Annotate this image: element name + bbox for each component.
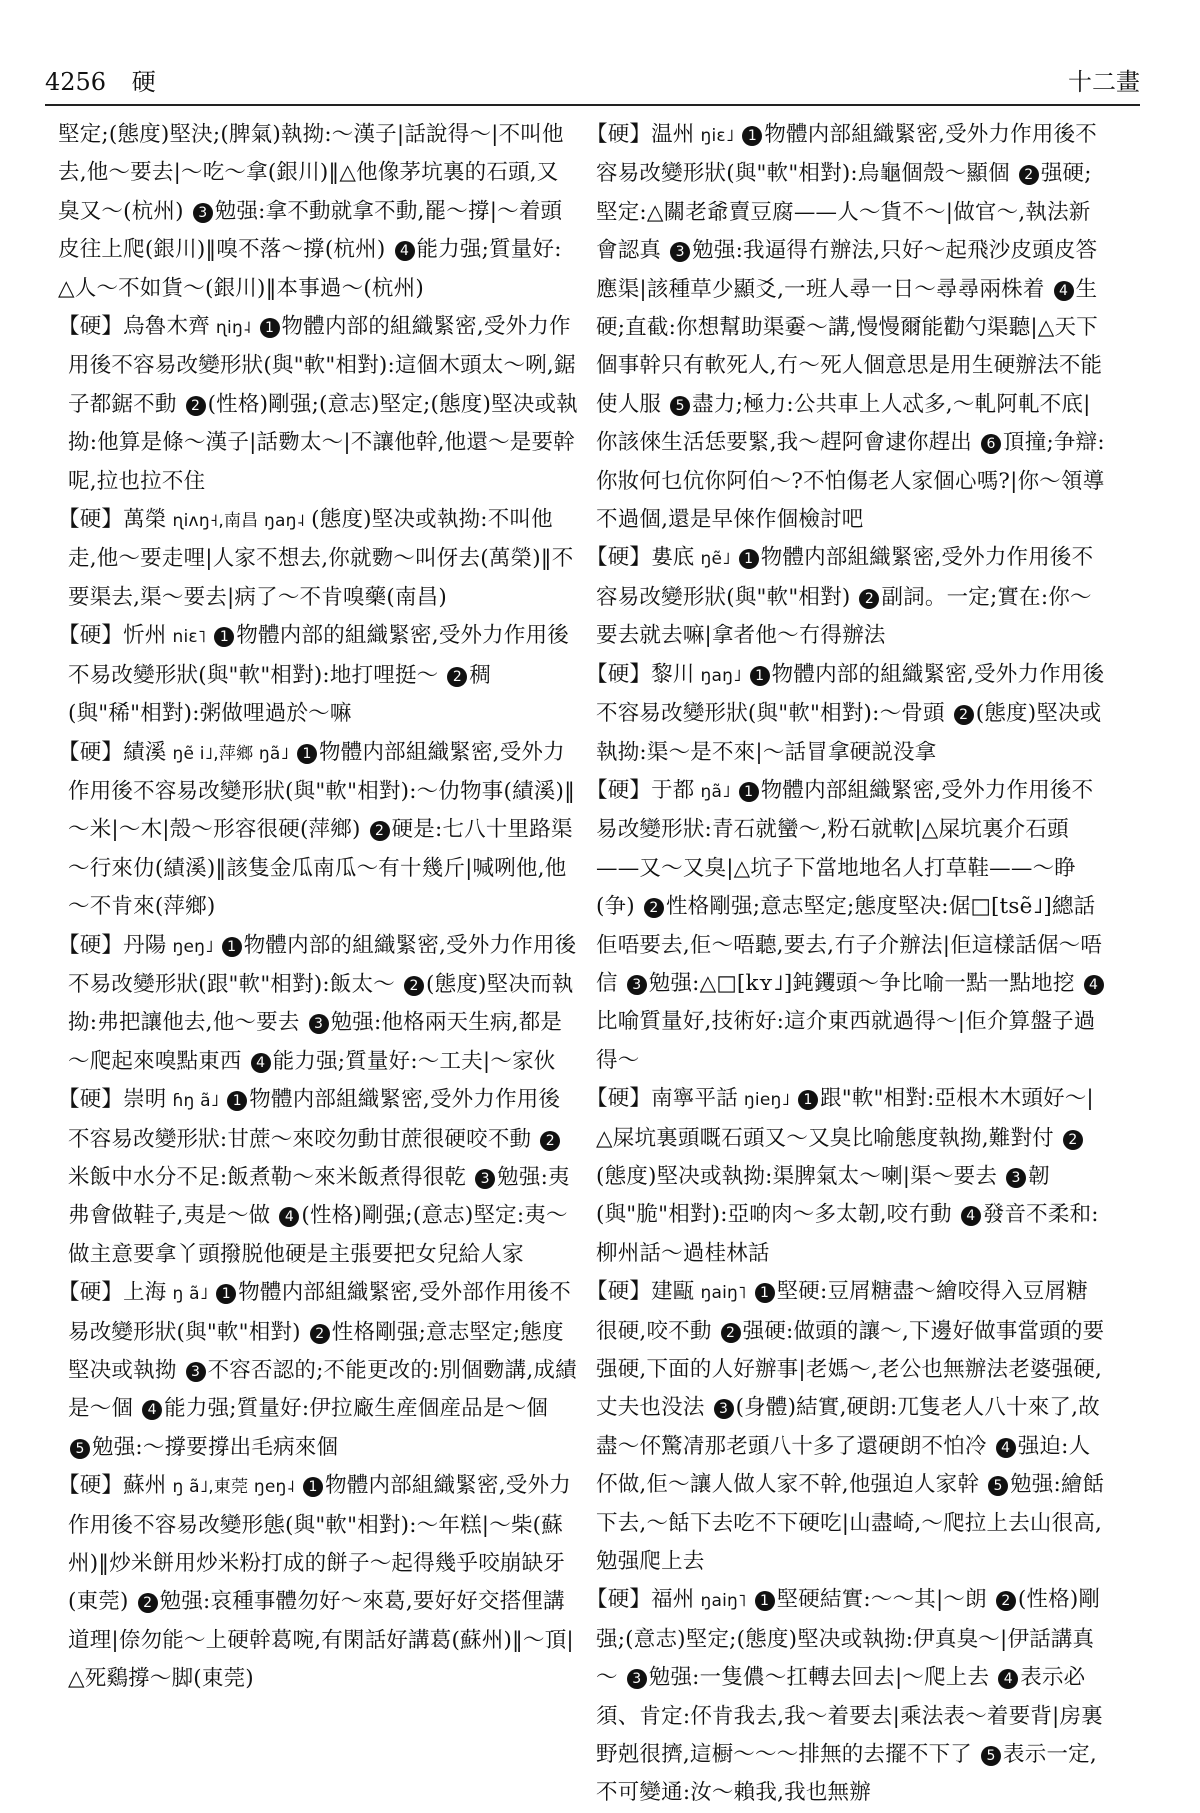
entry-place: 蘇州 [123,1473,167,1499]
entry-body: 1 物體内部的組織緊密,受外力作用後不易改變形狀(與"軟"相對):地打哩挺～ 2 稠(與"稀"相對):粥做哩過於～嘛 [68,623,569,727]
entry-pronunciation: ɦŋ ã˩ [172,1091,220,1112]
entry-body: 1 物體内部組織緊密,受外力作用後不容易改變形狀(與"軟"相對):烏龜個殼～顯個 2 强硬;堅定:△關老爺賣豆腐——人～貨不～|做官～,執法新會認真 3 勉强:我逼得冇辦法,只好～起飛沙皮頭皮答應渠|該種草少顯爻,一班人尋一日～尋尋兩株着 4 生硬;直截:你想幫助渠嫑～講,慢慢爾能勸勺渠聽|△天下個事幹只有軟死人,冇～死人個意思是用生硬辦法不能使人服 5 盡力;極力:公共車上人忒多,～軋阿軋不底|你該倈生活恁要緊,我～趕阿會逮你趕出 6 頂撞;争辯:你妝何乜伉你阿伯～?不怕傷老人家個心嗎?|你～領導不過個,還是早倈作個檢討吧 [596,122,1105,533]
sense-number: 1 [798,1090,818,1110]
sense-number: 1 [755,1283,775,1303]
entry-body: 1 堅硬:豆屑糖盡～繪咬得入豆屑糖很硬,咬不動 2 强硬:做頭的讓～,下邊好做事當頭的要强硬,下面的人好辦事|老媽～,老公也無辦法老婆强硬,丈夫也没法 3 (身體)結實,硬朗:兀隻老人八十來了,故盡～伓驚凊那老頭八十多了還硬朗不怕冷 4 强迫:人伓做,佢～讓人做人家不幹,他强迫人家幹 5 勉强:繪餂下去,～餂下去吃不下硬吃|山盡崎,～爬拉上去山很高,勉强爬上去 [596,1279,1105,1575]
entry-pronunciation: ŋẽ i˩,萍鄉 ŋã˩ [172,743,290,764]
dictionary-entry [58,927,578,1082]
entry-place: 福州 [651,1587,695,1613]
entry-body: 1 物體内部組織緊密,受外力作用後不容易改變形狀(與"軟"相對) 2 副詞。一定;實在:你～要去就去嘛|拿者他～冇得辦法 [596,545,1094,649]
sense-number: 1 [222,937,242,957]
sense-number: 2 [138,1593,158,1613]
sense-number: 6 [981,434,1001,454]
entry-place: 建甌 [651,1279,695,1305]
entry-lemma: 【硬】 [586,1086,652,1112]
sense-number: 4 [1084,975,1104,995]
sense-number: 1 [216,1284,236,1304]
entry-pronunciation: niɛ˥ [172,627,207,648]
sense-number: 3 [627,1669,647,1689]
sense-number: 1 [755,1591,775,1611]
sense-number: 1 [214,627,234,647]
sense-number: 4 [996,1438,1016,1458]
sense-number: 2 [1019,165,1039,185]
entry-pronunciation: ŋ ã˩,東莞 ŋeŋ˨ [172,1477,296,1498]
sense-number: 1 [750,666,770,686]
entry-pronunciation: ŋiɛ˩ [700,126,735,146]
sense-number: 1 [739,549,759,569]
entry-place: 萬榮 [123,507,167,533]
entry-pronunciation: ŋã˩ [700,781,731,802]
sense-number: 5 [70,1439,90,1459]
sense-number: 3 [670,242,690,262]
dictionary-entry [586,116,1106,539]
entry-place: 上海 [123,1280,167,1306]
sense-number: 3 [627,975,647,995]
entry-lemma: 【硬】 [586,545,652,571]
sense-number: 1 [303,1477,323,1497]
sense-number: 5 [670,396,690,416]
entry-continuation [58,116,578,308]
entry-pronunciation: ŋaŋ˩ [700,665,742,686]
sense-number: 2 [404,976,424,996]
sense-number: 1 [739,782,759,802]
entry-lemma: 【硬】 [58,507,124,533]
entry-body: 1 堅硬結實:～～其|～朗 2 (性格)剛强;(意志)堅定;(態度)堅决或執拗:伊真臭～|伊話講真～ 3 勉强:一隻儂～扛轉去回去|～爬上去 4 表示必須、肯定:伓肯我去,我～着要去|乘法表～着要背|房裏野剋很擠,這橱～～～排無的去擺不下了 5 表示一定,不可變通:汝～賴我,我也無辦 [596,1587,1103,1806]
entry-place: 温州 [651,122,695,147]
header-head-char: 硬 [131,68,156,96]
dictionary-entry [586,1581,1106,1812]
sense-number: 2 [370,821,390,841]
entry-place: 績溪 [123,739,167,765]
sense-number: 4 [142,1400,162,1420]
entry-lemma: 【硬】 [58,1473,124,1499]
sense-number: 2 [1063,1130,1083,1150]
entry-lemma: 【硬】 [586,1587,652,1613]
entry-place: 烏魯木齊 [123,314,210,340]
entry-body: 堅定;(態度)堅決;(脾氣)執拗:～漢子|話說得～|不叫他去,他～要去|～吃～拿(銀川)‖△他像茅坑裏的石頭,又臭又～(杭州) 3 勉强:拿不動就拿不動,罷～撐|～着頭皮往上爬(銀川)‖嗅不落～撐(杭州) 4 能力强;質量好:△人～不如貨～(銀川)‖本事過～(杭州) [58,122,564,301]
entry-lemma: 【硬】 [586,1279,652,1305]
dictionary-entry [58,1467,578,1698]
dictionary-entry [58,308,578,501]
entry-place: 婁底 [651,545,695,571]
entry-pronunciation: ɳiŋ˨ [215,318,252,339]
sense-number: 2 [721,1323,741,1343]
entry-pronunciation: ɳiʌŋ˧,南昌 ŋaŋ˨ [172,511,306,532]
entry-lemma: 【硬】 [586,661,652,687]
entry-body: (態度)堅决或執拗:不叫他走,他～要走哩|人家不想去,你就覅～叫伢去(萬榮)‖不要渠去,渠～要去|病了～不肯嗅藥(南昌) [68,507,574,610]
entry-pronunciation: ŋaiŋ˥ [700,1283,747,1304]
sense-number: 4 [998,1669,1018,1689]
sense-number: 3 [193,203,213,223]
page-header [45,62,1140,102]
entry-lemma: 【硬】 [58,739,124,765]
sense-number: 2 [859,589,879,609]
left-column [58,116,578,1692]
sense-number: 2 [186,396,206,416]
sense-number: 4 [961,1206,981,1226]
dictionary-entry [586,1273,1106,1581]
dictionary-entry [586,656,1106,772]
sense-number: 4 [1054,281,1074,301]
entry-place: 南寧平話 [651,1086,738,1112]
entry-body: 1 物體内部的組織緊密,受外力作用後不易改變形狀(跟"軟"相對):飯太～ 2 (態度)堅决而執拗:弗把讓他去,他～要去 3 勉强:他格兩天生病,都是～爬起來嗅點東西 4 能力强;質量好:～工夫|～家伙 [68,932,577,1074]
sense-number: 4 [395,241,415,261]
sense-number: 1 [260,318,280,338]
sense-number: 5 [988,1476,1008,1496]
sense-number: 3 [714,1399,734,1419]
header-rule [45,104,1140,106]
entry-pronunciation: ŋ ã˩ [172,1284,209,1305]
dictionary-entry [58,617,578,733]
sense-number: 3 [475,1169,495,1189]
entry-body: 1 物體内部組織緊密,受外部作用後不易改變形狀(與"軟"相對) 2 性格剛强;意志堅定;態度堅决或執拗 3 不容否認的;不能更改的:別個覅講,成績是～個 4 能力强;質量好:伊拉廠生産個産品是～個 5 勉强:～撐要撐出毛病來個 [68,1280,577,1460]
entry-place: 忻州 [123,623,167,649]
header-section: 十二畫 [1068,68,1140,96]
entry-body: 1 跟"軟"相對:亞根木木頭好～|△屎坑裏頭嘅石頭又～又臭比喻態度執拗,難對付 2(態度)堅决或執拗:渠脾氣太～喇|渠～要去 3 韌(與"脆"相對):亞啲肉～多太韌,咬冇動 4 發音不柔和:柳州話～過桂林話 [596,1086,1099,1266]
sense-number: 1 [227,1091,247,1111]
entry-body: 1 物體内部的組織緊密,受外力作用後不容易改變形狀(與"軟"相對):這個木頭太～咧,鋸子都鋸不動 2 (性格)剛强;(意志)堅定;(態度)堅决或執拗:他算是條～漢子|話覅太～|不讓他幹,他還～是要幹呢,拉也拉不住 [68,314,578,494]
entry-body: 1 物體内部組織緊密,受外力作用後不容易改變形態(與"軟"相對):～年糕|～柴(蘇州)‖炒米餅用炒米粉打成的餅子～起得幾乎咬崩缺牙(東莞) 2 勉强:哀種事體勿好～來葛,要好好交搭俚講道理|倷勿能～上硬幹葛啘,有閑話好講葛(蘇州)‖～頂|△死鷄撐～脚(東莞) [68,1473,574,1692]
entry-lemma: 【硬】 [58,1280,124,1306]
entry-pronunciation: ŋaiŋ˥ [700,1591,747,1612]
sense-number: 3 [1006,1168,1026,1188]
entry-lemma: 【硬】 [58,623,124,649]
entry-lemma: 【硬】 [58,932,124,958]
page-number: 4256 [45,68,107,96]
sense-number: 4 [251,1053,271,1073]
sense-number: 1 [297,744,317,764]
dictionary-entry [58,734,578,927]
entry-lemma: 【硬】 [58,1087,124,1113]
entry-place: 黎川 [651,661,695,687]
entry-body: 1 物體内部組織緊密,受外力作用後不容易改變形狀(與"軟"相對):～仂物事(績溪)‖～米|～木|殼～形容很硬(萍鄉) 2 硬是:七八十里路渠～行來仂(績溪)‖該隻金瓜南瓜～有十幾斤|喊咧他,他～不肯來(萍鄉) [68,739,576,920]
entry-lemma: 【硬】 [58,314,124,340]
sense-number: 4 [279,1207,299,1227]
entry-body: 1 物體内部組織緊密,受外力作用後不容易改變形狀:甘蔗～來咬勿動甘蔗很硬咬不動 2米飯中水分不足:飯煮勒～來米飯煮得很乾 3 勉强:夷弗會做鞋子,夷是～做 4 (性格)剛强;(意志)堅定:夷～做主意要拿丫頭撥脱他硬是主張要把女兒給人家 [68,1087,570,1267]
header-left [45,62,156,97]
sense-number: 2 [954,705,974,725]
dictionary-entry [58,1081,578,1274]
sense-number: 2 [447,667,467,687]
sense-number: 1 [742,126,762,146]
dictionary-entry [58,501,578,617]
entry-body: 1 物體内部的組織緊密,受外力作用後不容易改變形狀(與"軟"相對):～骨頭 2 (態度)堅决或執拗:渠～是不來|～話冒拿硬説没拿 [596,661,1105,765]
entry-lemma: 【硬】 [586,122,652,147]
sense-number: 3 [186,1362,206,1382]
entry-pronunciation: ŋieŋ˩ [743,1090,791,1111]
right-column [586,116,1106,1806]
entry-pronunciation: ŋẽ˩ [700,549,731,570]
dictionary-entry [586,539,1106,655]
entry-pronunciation: ŋeŋ˩ [172,936,214,957]
sense-number: 2 [644,898,664,918]
entry-body: 1 物體内部組織緊密,受外力作用後不易改變形狀:青石就蠻～,粉石就軟|△屎坑裏介石頭——又～又臭|△坑子下當地地名人打草鞋——～睁(争) 2 性格剛强;意志堅定;態度堅决:倨□[tsẽ˩]總話佢唔要去,佢～唔聽,要去,冇子介辦法|佢這樣話倨～唔信 3 勉强:△□[kʏ˩]鈍钁頭～争比喻一點一點地挖 4比喻質量好,技術好:這介東西就過得～|佢介算盤子過得～ [596,777,1103,1073]
sense-number: 2 [996,1591,1016,1611]
dictionary-entry [586,1080,1106,1273]
sense-number: 2 [540,1131,560,1151]
sense-number: 2 [310,1324,330,1344]
sense-number: 3 [309,1014,329,1034]
entry-place: 崇明 [123,1087,167,1113]
dictionary-entry [586,772,1106,1080]
sense-number: 5 [981,1746,1001,1766]
entry-lemma: 【硬】 [586,777,652,803]
entry-place: 丹陽 [123,932,167,958]
entry-place: 于都 [651,777,695,803]
dictionary-entry [58,1274,578,1467]
